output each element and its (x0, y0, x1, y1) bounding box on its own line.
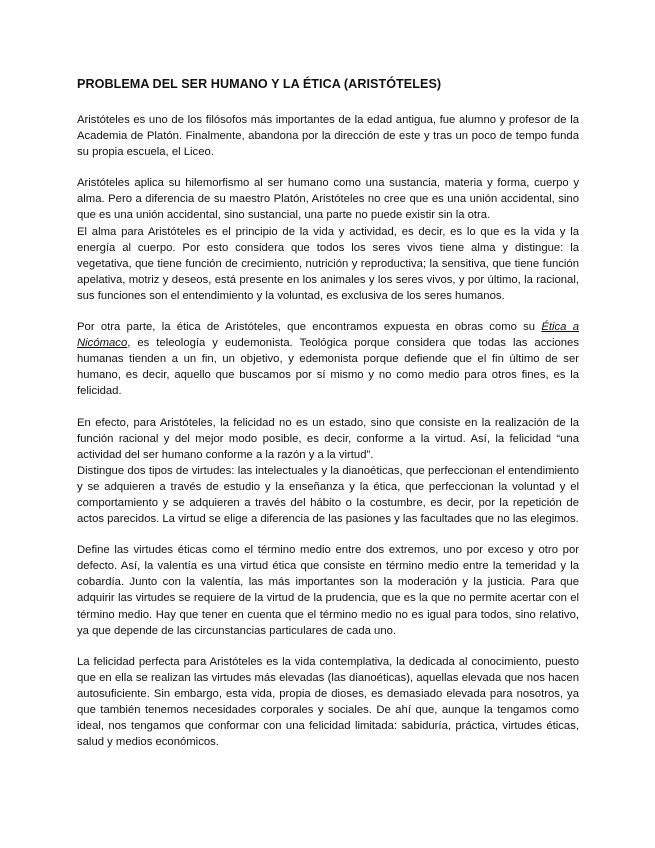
paragraph-gap (77, 304, 579, 319)
paragraph-gap (77, 400, 579, 415)
document-body (77, 76, 579, 750)
paragraph-ethics (77, 319, 579, 399)
paragraph-gap (77, 160, 579, 175)
paragraph-hylomorphism: Aristóteles aplica su hilemorfismo al ser humano como una sustancia, materia y forma, cuerpo y alma. Pero a diferencia de su maestro Platón, Aristóteles no cree que es una unión accidental, sino que es una unión accidental, sino sustancial, una parte no puede existir sin la otra. (77, 177, 579, 222)
paragraph-golden-mean: Define las virtudes éticas como el término medio entre dos extremos, uno por exceso y otro por defecto. Así, la valentía es una virtud ética que consiste en término medio entre la temeridad y la cobardía. Junto con la valentía, las más importantes son la moderación y la justicia. Para que adquirir las virtudes se requiere de la virtud de la prudencia, que es la que no permite acertar con el término medio. Hay que tener en cuenta que el término medio no es igual para todos, sino relativo, ya que depende de las circunstancias particulares de cada uno. (77, 544, 579, 637)
paragraph-happiness: En efecto, para Aristóteles, la felicidad no es un estado, sino que consiste en la realización de la función racional y del mejor modo posible, es decir, conforme a la virtud. Así, la felicidad “una actividad del ser humano conforme a la razón y a la virtud”. (77, 416, 579, 461)
paragraph-gap (77, 527, 579, 542)
paragraph-intro: Aristóteles es uno de los filósofos más importantes de la edad antigua, fue alumno y profesor de la Academia de Platón. Finalmente, abandona por la dirección de este y tras un poco de tempo funda su propia escuela, el Liceo. (77, 114, 579, 159)
ethics-text-before: Por otra parte, la ética de Aristóteles, que encontramos expuesta en obras como su (77, 321, 542, 334)
work-title-link[interactable]: Ética a Nicómaco (77, 321, 579, 350)
paragraph-virtue-types: Distingue dos tipos de virtudes: las intelectuales y la dianoéticas, que perfeccionan el entendimiento y se adquieren a través de estudio y la enseñanza y la ética, que perfeccionan la voluntad y el comportamiento y se adquieren a través del hábito o la costumbre, es decir, por la repetición de actos parecidos. La virtud se elige a diferencia de las pasiones y las facultades que no las elegimos. (77, 464, 579, 526)
paragraph-gap (77, 639, 579, 654)
paragraph-contemplative-life: La felicidad perfecta para Aristóteles es la vida contemplativa, la dedicada al conocimiento, puesto que en ella se realizan las virtudes más elevadas (las dianoéticas), aquellas elevada que nos hacen autosuficiente. Sin embargo, esta vida, propia de dioses, es demasiado elevada para nosotros, ya que también tenemos necesidades corporales y sociales. De ahí que, aunque la tengamos como ideal, nos tengamos que conformar con una felicidad limitada: sabiduría, práctica, virtudes éticas, salud y medios económicos. (77, 655, 579, 749)
ethics-text-after: , es teleología y eudemonista. Teológica porque considera que todas las acciones humanas tienden a un fin, un objetivo, y edemonista porque defiende que el fin último de ser humano, es decir, aquello que buscamos por sí mismo y no como medio para otros fines, es la felicidad. (77, 337, 579, 398)
document-title: PROBLEMA DEL SER HUMANO Y LA ÉTICA (ARISTÓTELES) (77, 77, 442, 91)
paragraph-soul: El alma para Aristóteles es el principio de la vida y actividad, es decir, es lo que es la vida y la energía al cuerpo. Por esto considera que todos los seres vivos tiene alma y distingue: la vegetativa, que tiene función de crecimiento, nutrición y reproductiva; la sensitiva, que tiene función apelativa, motriz y deseos, está presente en los animales y los seres vivos, y por último, la racional, sus funciones son el entendimiento y la voluntad, es exclusiva de los seres humanos. (77, 225, 579, 302)
